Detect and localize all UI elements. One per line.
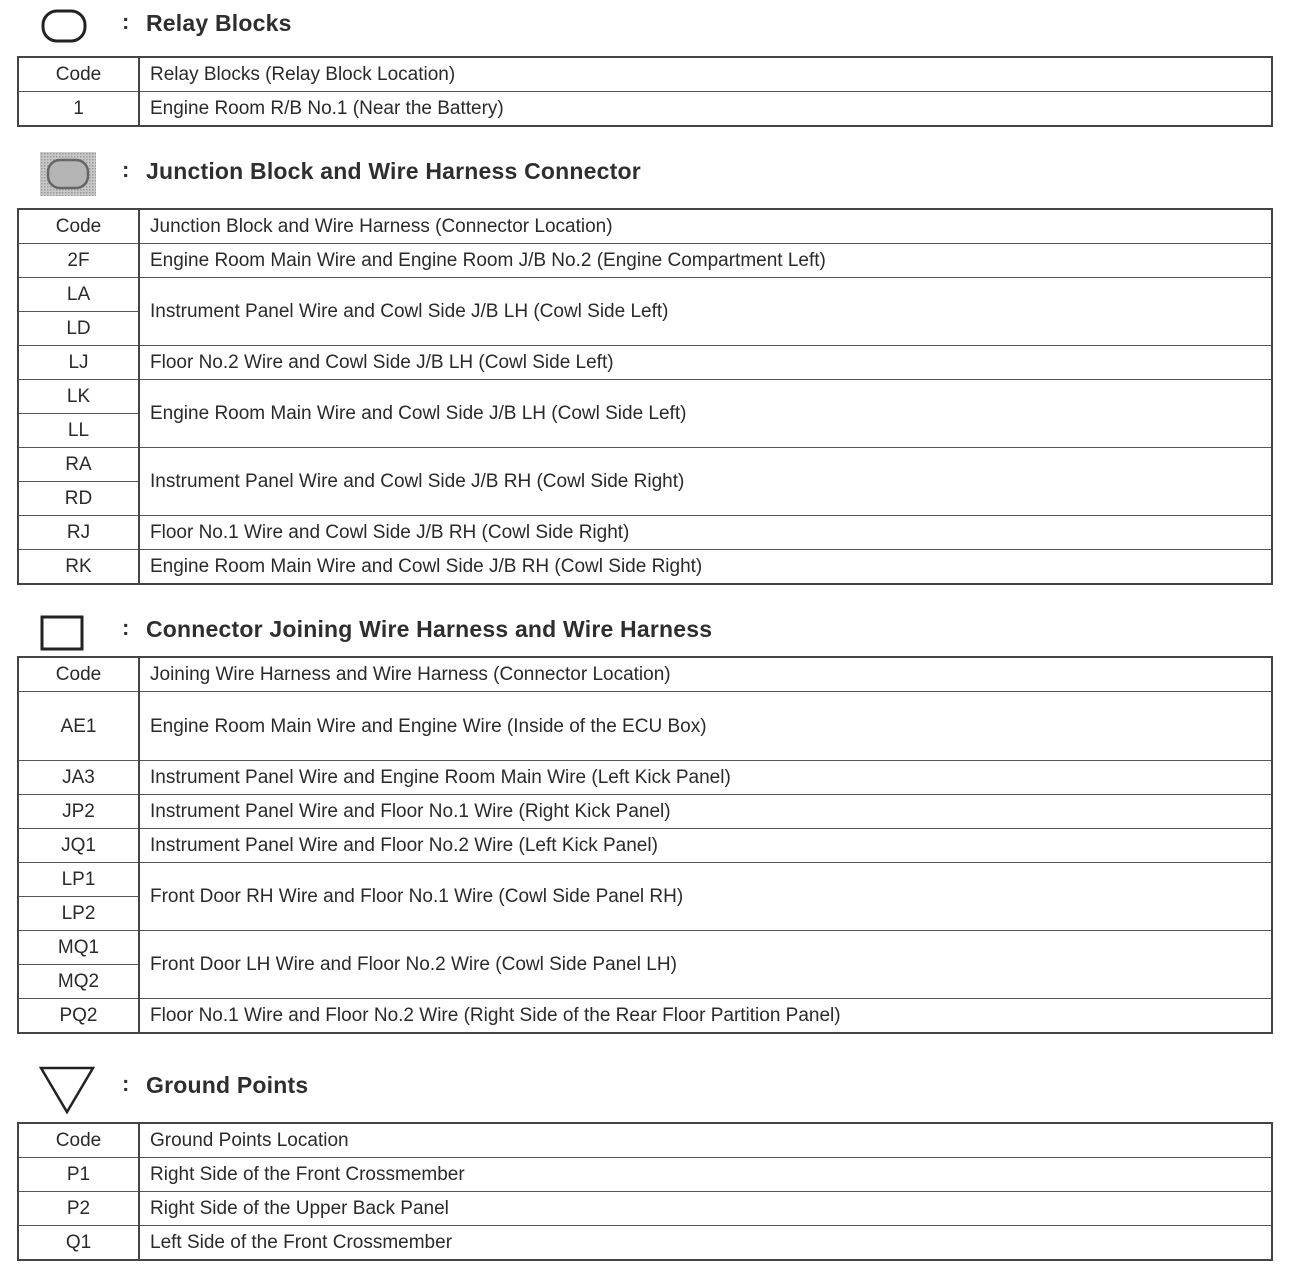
code-cell: LP2 xyxy=(18,897,139,931)
table-row xyxy=(18,448,1272,482)
junction-block-table xyxy=(17,208,1273,585)
code-cell: P1 xyxy=(18,1158,139,1192)
table-row xyxy=(18,761,1272,795)
ground-points-table xyxy=(17,1122,1273,1261)
code-cell: MQ2 xyxy=(18,965,139,999)
section-header-relay-blocks xyxy=(0,0,1312,48)
rounded-rect-outline-icon xyxy=(40,8,88,44)
desc-cell: Engine Room Main Wire and Cowl Side J/B LH (Cowl Side Left) xyxy=(139,380,1272,448)
colon: : xyxy=(122,9,130,34)
code-header: Code xyxy=(18,57,139,92)
desc-cell: Floor No.1 Wire and Cowl Side J/B RH (Cowl Side Right) xyxy=(139,516,1272,550)
desc-cell: Engine Room Main Wire and Cowl Side J/B RH (Cowl Side Right) xyxy=(139,550,1272,585)
code-header: Code xyxy=(18,657,139,692)
table-header-row xyxy=(18,57,1272,92)
table-row xyxy=(18,1226,1272,1261)
code-cell: LA xyxy=(18,278,139,312)
desc-cell: Floor No.1 Wire and Floor No.2 Wire (Right Side of the Rear Floor Partition Panel) xyxy=(139,999,1272,1034)
table-row xyxy=(18,999,1272,1034)
triangle-down-icon xyxy=(38,1064,98,1116)
desc-cell: Engine Room Main Wire and Engine Wire (Inside of the ECU Box) xyxy=(139,692,1272,761)
table-row xyxy=(18,795,1272,829)
code-cell: JP2 xyxy=(18,795,139,829)
table-row xyxy=(18,1158,1272,1192)
table-row xyxy=(18,931,1272,965)
desc-cell: Right Side of the Front Crossmember xyxy=(139,1158,1272,1192)
section-title: Ground Points xyxy=(146,1072,309,1098)
section-header-junction-block xyxy=(0,148,1312,196)
code-cell: MQ1 xyxy=(18,931,139,965)
section-header-connector-joining xyxy=(0,606,1312,654)
table-header-row xyxy=(18,209,1272,244)
desc-cell: Floor No.2 Wire and Cowl Side J/B LH (Cowl Side Left) xyxy=(139,346,1272,380)
desc-header: Joining Wire Harness and Wire Harness (Connector Location) xyxy=(139,657,1272,692)
desc-header: Ground Points Location xyxy=(139,1123,1272,1158)
code-cell: RK xyxy=(18,550,139,585)
table-row xyxy=(18,863,1272,897)
desc-header: Junction Block and Wire Harness (Connector Location) xyxy=(139,209,1272,244)
section-title: Connector Joining Wire Harness and Wire Harness xyxy=(146,616,713,642)
table-header-row xyxy=(18,657,1272,692)
code-cell: LJ xyxy=(18,346,139,380)
table-row xyxy=(18,346,1272,380)
relay-blocks-table xyxy=(17,56,1273,127)
code-cell: RD xyxy=(18,482,139,516)
desc-header: Relay Blocks (Relay Block Location) xyxy=(139,57,1272,92)
code-header: Code xyxy=(18,1123,139,1158)
table-row xyxy=(18,829,1272,863)
code-cell: JQ1 xyxy=(18,829,139,863)
desc-cell: Instrument Panel Wire and Floor No.1 Wire (Right Kick Panel) xyxy=(139,795,1272,829)
code-cell: LP1 xyxy=(18,863,139,897)
table-row xyxy=(18,278,1272,312)
code-cell: AE1 xyxy=(18,692,139,761)
desc-cell: Instrument Panel Wire and Floor No.2 Wire (Left Kick Panel) xyxy=(139,829,1272,863)
section-title: Junction Block and Wire Harness Connector xyxy=(146,158,641,184)
desc-cell: Instrument Panel Wire and Cowl Side J/B RH (Cowl Side Right) xyxy=(139,448,1272,516)
code-cell: RA xyxy=(18,448,139,482)
desc-cell: Instrument Panel Wire and Engine Room Main Wire (Left Kick Panel) xyxy=(139,761,1272,795)
table-row xyxy=(18,380,1272,414)
desc-cell: Front Door LH Wire and Floor No.2 Wire (Cowl Side Panel LH) xyxy=(139,931,1272,999)
colon: : xyxy=(122,1071,130,1096)
table-row xyxy=(18,92,1272,127)
code-cell: Q1 xyxy=(18,1226,139,1261)
code-cell: LL xyxy=(18,414,139,448)
section-title: Relay Blocks xyxy=(146,10,292,36)
desc-cell: Engine Room Main Wire and Engine Room J/B No.2 (Engine Compartment Left) xyxy=(139,244,1272,278)
desc-cell: Engine Room R/B No.1 (Near the Battery) xyxy=(139,92,1272,127)
code-cell: 1 xyxy=(18,92,139,127)
code-cell: PQ2 xyxy=(18,999,139,1034)
code-cell: LK xyxy=(18,380,139,414)
shaded-rounded-rect-icon xyxy=(38,150,98,198)
desc-cell: Left Side of the Front Crossmember xyxy=(139,1226,1272,1261)
desc-cell: Instrument Panel Wire and Cowl Side J/B LH (Cowl Side Left) xyxy=(139,278,1272,346)
desc-cell: Right Side of the Upper Back Panel xyxy=(139,1192,1272,1226)
section-header-ground-points xyxy=(0,1062,1312,1110)
code-cell: LD xyxy=(18,312,139,346)
code-cell: 2F xyxy=(18,244,139,278)
code-cell: RJ xyxy=(18,516,139,550)
table-row xyxy=(18,692,1272,761)
table-row xyxy=(18,1192,1272,1226)
connector-joining-table xyxy=(17,656,1273,1034)
colon: : xyxy=(122,157,130,182)
code-header: Code xyxy=(18,209,139,244)
colon: : xyxy=(122,615,130,640)
table-header-row xyxy=(18,1123,1272,1158)
square-outline-icon xyxy=(40,614,86,652)
desc-cell: Front Door RH Wire and Floor No.1 Wire (Cowl Side Panel RH) xyxy=(139,863,1272,931)
table-row xyxy=(18,550,1272,585)
table-row xyxy=(18,516,1272,550)
table-row xyxy=(18,244,1272,278)
code-cell: P2 xyxy=(18,1192,139,1226)
code-cell: JA3 xyxy=(18,761,139,795)
